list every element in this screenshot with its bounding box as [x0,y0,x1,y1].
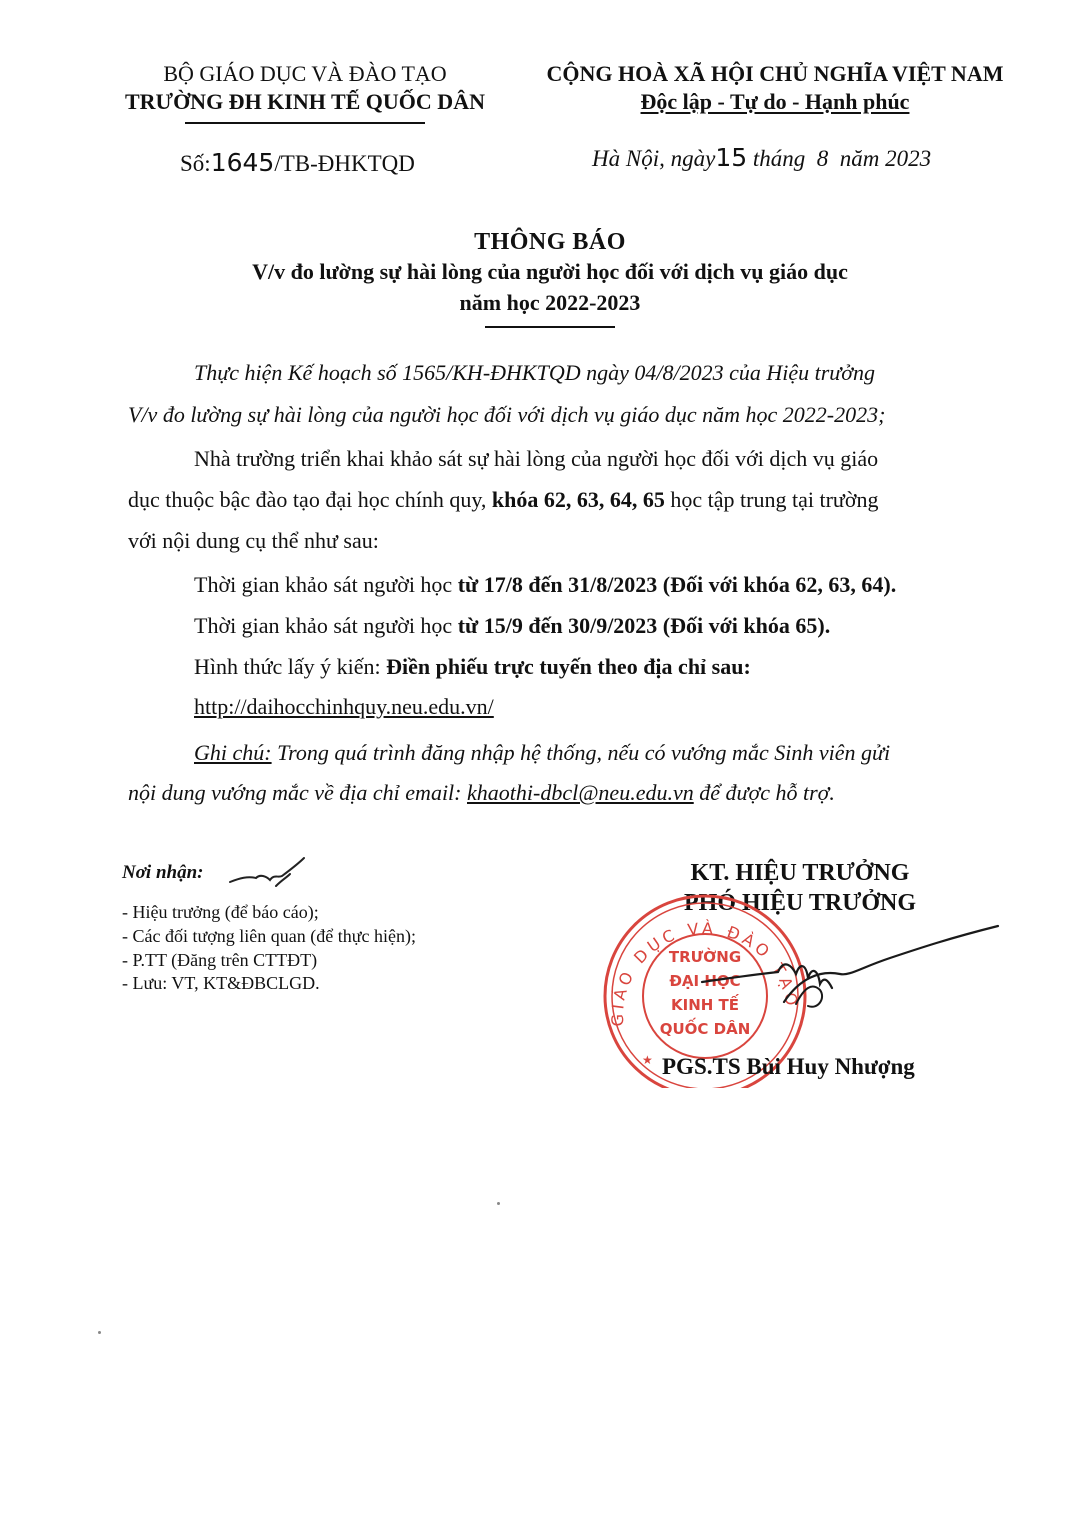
survey-method [194,654,1036,680]
survey-url-link[interactable]: http://daihocchinhquy.neu.edu.vn/ [194,694,494,719]
scan-speck [497,1202,500,1205]
title-subject: V/v đo lường sự hài lòng của người học đối với dịch vụ giáo dục [252,259,848,284]
support-email-link[interactable]: khaothi-dbcl@neu.edu.vn [467,780,694,805]
note-line-2 [128,780,970,806]
svg-text:GIÁO DỤC VÀ ĐÀO TẠO: GIÁO DỤC VÀ ĐÀO TẠO [607,918,802,1027]
doc-number-prefix: Số: [180,151,211,176]
recipient-item: - P.TT (Đăng trên CTTĐT) [122,950,318,970]
initials-scribble-icon [226,856,306,892]
document-date [592,143,931,172]
ministry-name: BỘ GIÁO DỤC VÀ ĐÀO TẠO [163,61,447,86]
motto-text: Độc lập - Tự do - Hạnh phúc [640,89,910,114]
survey-method-value: Điền phiếu trực tuyến theo địa chỉ sau: [386,654,751,679]
signer-name: PGS.TS Bùi Huy Nhượng [662,1054,915,1079]
svg-text:TRƯỜNG: TRƯỜNG [668,948,742,966]
survey-period-2-dates: từ 15/9 đến 30/9/2023 (Đối với khóa 65). [457,613,831,638]
date-month: 8 [816,146,829,171]
survey-period-2-label: Thời gian khảo sát người học [194,613,458,638]
para-line-1: Nhà trường triển khai khảo sát sự hài lòng của người học đối với dịch vụ giáo [194,446,879,471]
svg-text:KINH TẾ: KINH TẾ [670,996,740,1014]
svg-text:★: ★ [642,1053,653,1067]
intro-line-2: V/v đo lường sự hài lòng của người học đối với dịch vụ giáo dục năm học 2022-2023; [128,402,886,427]
doc-number-suffix: /TB-ĐHKTQD [274,151,415,176]
date-month-label: tháng [752,146,806,171]
signature-title-1: KT. HIỆU TRƯỞNG [690,860,910,886]
survey-period-2 [194,613,1036,639]
date-place: Hà Nội, ngày [592,146,716,171]
svg-text:ĐẠI HỌC: ĐẠI HỌC [669,972,741,990]
issuer-header [100,60,510,124]
recipient-item: - Lưu: VT, KT&ĐBCLGD. [122,973,320,993]
scan-speck [98,1331,101,1334]
recipient-item: - Hiệu trưởng (để báo cáo); [122,902,319,922]
university-name: TRƯỜNG ĐH KINH TẾ QUỐC DÂN [125,89,485,114]
title-year: năm học 2022-2023 [459,290,641,315]
note-line-1-text: Trong quá trình đăng nhập hệ thống, nếu có vướng mắc Sinh viên gửi [271,740,891,765]
handwritten-signature [700,918,1000,1028]
recipient-item: - Các đối tượng liên quan (để thực hiện); [122,926,416,946]
survey-period-1 [194,572,1036,598]
svg-text:QUỐC DÂN: QUỐC DÂN [659,1020,751,1038]
survey-period-1-label: Thời gian khảo sát người học [194,572,458,597]
note-line-1 [194,740,969,766]
country-name: CỘNG HOÀ XÃ HỘI CHỦ NGHĨA VIỆT NAM [546,61,1004,86]
para-line-2 [128,487,970,513]
national-header [530,60,1020,116]
document-number [180,148,415,177]
para-line-3: với nội dung cụ thể như sau: [128,528,379,553]
para-line-2-tail: học tập trung tại trường [664,487,879,512]
title-main: THÔNG BÁO [474,229,626,255]
issuer-underline [185,122,425,124]
date-day-handwritten: 15 [715,143,748,172]
note-line-2-tail: để được hỗ trợ. [693,780,835,805]
document-title [150,228,950,328]
doc-number-handwritten: 1645 [210,148,275,177]
para-line-2-text: dục thuộc bậc đào tạo đại học chính quy, [128,487,492,512]
date-year: năm 2023 [839,146,932,171]
signature-title-2: PHÓ HIỆU TRƯỞNG [683,890,917,916]
recipients-title: Nơi nhận: [122,862,204,883]
national-motto [530,88,1020,116]
title-underline [485,326,615,328]
survey-period-1-dates: từ 17/8 đến 31/8/2023 (Đối với khóa 62, 63, 64). [457,572,897,597]
para-line-2-cohorts: khóa 62, 63, 64, 65 [491,487,665,512]
intro-line-1: Thực hiện Kế hoạch số 1565/KH-ĐHKTQD ngày 04/8/2023 của Hiệu trưởng [194,360,876,385]
note-line-2-text: nội dung vướng mắc về địa chỉ email: [128,780,467,805]
note-label: Ghi chú: [194,740,272,765]
survey-method-label: Hình thức lấy ý kiến: [194,654,387,679]
